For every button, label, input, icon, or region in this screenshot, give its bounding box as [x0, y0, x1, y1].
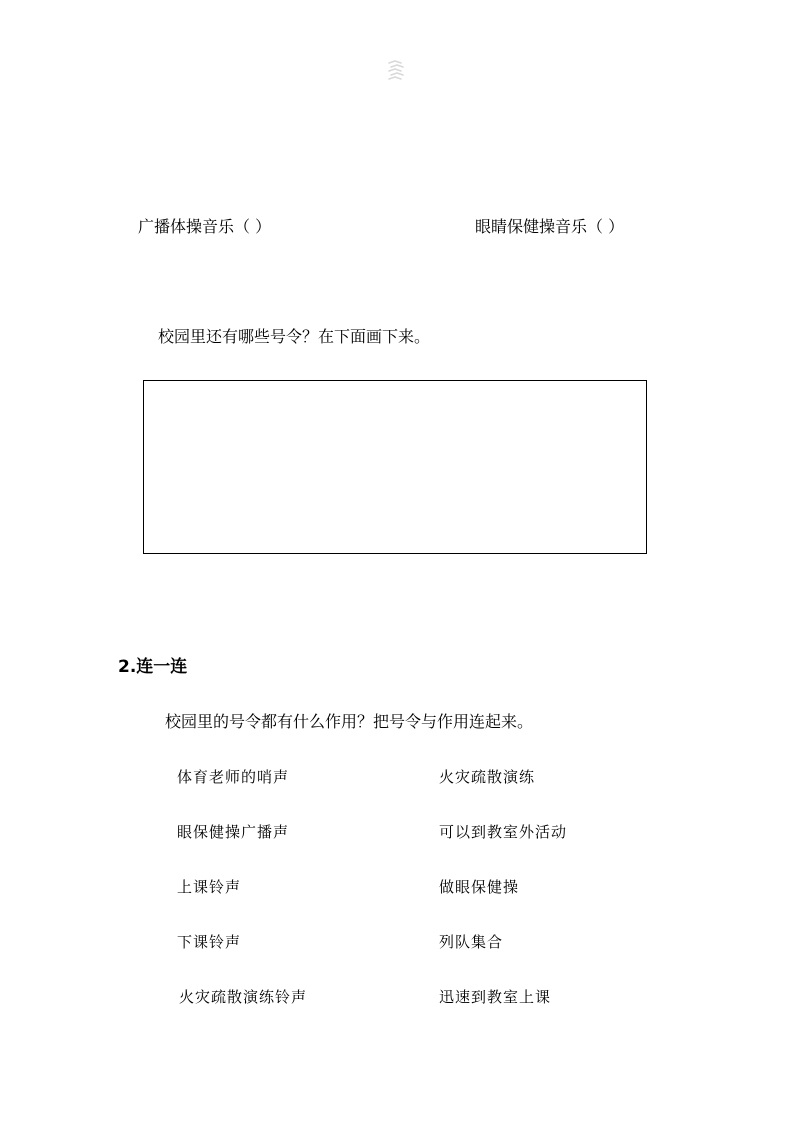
watermark-logo: [385, 58, 407, 84]
left-item[interactable]: 火灾疏散演练铃声: [179, 988, 308, 1006]
drawing-box[interactable]: [143, 380, 647, 554]
instruction-text: 校园里的号令都有什么作用？把号令与作用连起来。: [165, 712, 534, 731]
left-item[interactable]: 上课铃声: [177, 878, 242, 896]
left-item[interactable]: 下课铃声: [177, 933, 242, 951]
right-item[interactable]: 做眼保健操: [439, 878, 520, 896]
right-item[interactable]: 可以到教室外活动: [439, 823, 568, 841]
section-heading: 2.连一连: [118, 657, 188, 677]
left-item[interactable]: 体育老师的哨声: [177, 768, 290, 786]
item-broadcast-exercise-music: 广播体操音乐（ ）: [138, 217, 272, 236]
item-eye-exercise-music: 眼睛保健操音乐（ ）: [475, 217, 625, 236]
right-item[interactable]: 火灾疏散演练: [439, 768, 536, 786]
drawing-prompt: 校园里还有哪些号令？在下面画下来。: [158, 327, 431, 346]
left-item[interactable]: 眼保健操广播声: [177, 823, 290, 841]
right-item[interactable]: 列队集合: [439, 933, 504, 951]
right-item[interactable]: 迅速到教室上课: [439, 988, 552, 1006]
